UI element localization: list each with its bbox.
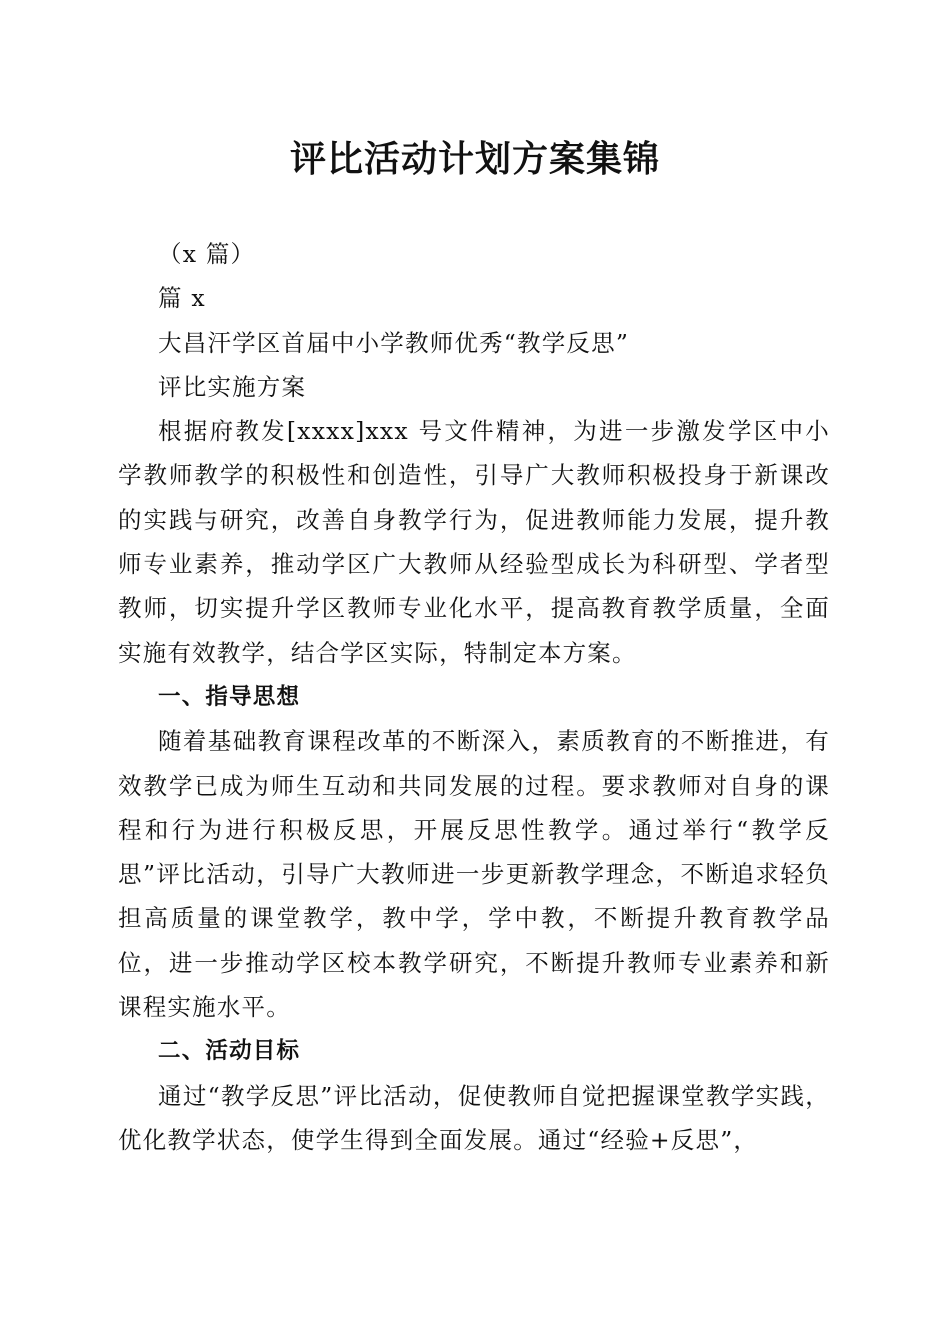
section-heading-activity-goals: 二、活动目标 xyxy=(158,1038,301,1065)
article-subtitle-line-1: 大昌汗学区首届中小学教师优秀“教学反思” xyxy=(158,328,630,357)
document-body xyxy=(118,232,830,1162)
article-count-note: （x 篇） xyxy=(158,240,256,268)
section-heading-guiding-ideology: 一、指导思想 xyxy=(158,683,301,710)
intro-paragraph: 根据府教发[xxxx]xxx 号文件精神，为进一步激发学区中小学教师教学的积极性和创造性，引导广大教师积极投身于新课改的实践与研究，改善自身教学行为，促进教师能力发展，提升教师专业素养，推动学区广大教师从经验型成长为科研型、学者型教师，切实提升学区教师专业化水平，提高教育教学质量，全面实施有效教学，结合学区实际，特制定本方案。 xyxy=(118,417,830,667)
article-piece-label: 篇 x xyxy=(158,284,206,313)
section-paragraph-guiding-ideology: 随着基础教育课程改革的不断深入，素质教育的不断推进，有效教学已成为师生互动和共同发展的过程。要求教师对自身的课程和行为进行积极反思，开展反思性教学。通过举行“教学反思”评比活动，引导广大教师进一步更新教学理念，不断追求轻负担高质量的课堂教学，教中学，学中教，不断提升教育教学品位，进一步推动学区校本教学研究，不断提升教师专业素养和新课程实施水平。 xyxy=(118,727,830,1022)
article-subtitle-line-2: 评比实施方案 xyxy=(158,372,307,401)
section-paragraph-activity-goals: 通过“教学反思”评比活动，促使教师自觉把握课堂教学实践，优化教学状态，使学生得到全面发展。通过“经验+反思”， xyxy=(118,1081,830,1154)
document-title: 评比活动计划方案集锦 xyxy=(289,138,660,180)
